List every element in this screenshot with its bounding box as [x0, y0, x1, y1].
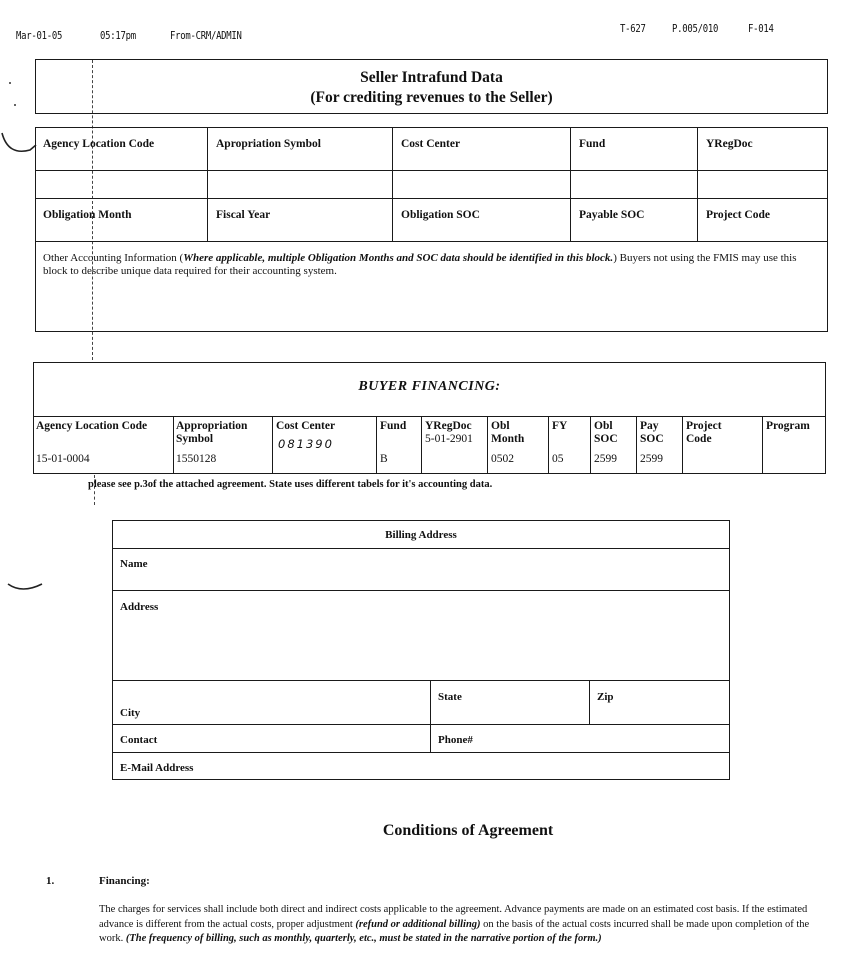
table-rule	[590, 416, 591, 474]
label-zip: Zip	[597, 691, 614, 703]
label-obligation-soc: Obligation SOC	[401, 209, 480, 221]
bf-label-obl-soc: Obl SOC	[594, 420, 618, 445]
label-agency-location-code: Agency Location Code	[43, 138, 155, 150]
section-title-financing: Financing:	[99, 875, 150, 887]
table-rule	[35, 241, 828, 242]
table-rule	[112, 548, 730, 549]
bf-value-obl-month[interactable]: 0502	[491, 453, 514, 465]
table-rule	[33, 416, 826, 417]
zip-field[interactable]	[591, 705, 728, 723]
fax-from: From-CRM/ADMIN	[170, 30, 242, 42]
table-rule	[35, 170, 828, 171]
fund-field[interactable]	[572, 172, 695, 197]
label-payable-soc: Payable SOC	[579, 209, 645, 221]
table-rule	[35, 198, 828, 199]
billing-address-title: Billing Address	[385, 529, 457, 541]
conditions-title: Conditions of Agreement	[382, 822, 554, 839]
bf-value-appropriation-symbol[interactable]: 1550128	[176, 453, 217, 465]
fax-form-id: F-014	[748, 23, 774, 35]
fax-page-number: P.005/010	[672, 23, 719, 35]
email-address-field[interactable]	[215, 754, 728, 778]
fax-date: Mar-01-05	[16, 30, 63, 42]
fax-time: 05:17pm	[100, 30, 136, 42]
agency-location-code-field[interactable]	[37, 172, 205, 197]
fax-transmission-id: T-627	[620, 23, 646, 35]
table-rule	[430, 680, 431, 752]
seller-intrafund-title: Seller Intrafund Data	[360, 69, 503, 86]
bf-label-program: Program	[766, 420, 810, 432]
buyer-financing-title: BUYER FINANCING:	[358, 379, 501, 394]
label-apropriation-symbol: Apropriation Symbol	[216, 138, 321, 150]
label-obligation-month: Obligation Month	[43, 209, 132, 221]
label-address: Address	[120, 601, 159, 613]
label-phone: Phone#	[438, 734, 473, 746]
yregdoc-field[interactable]	[699, 172, 826, 197]
bf-label-yregdoc: YRegDoc	[425, 420, 472, 432]
label-contact: Contact	[120, 734, 158, 746]
state-field[interactable]	[432, 705, 587, 723]
label-yregdoc: YRegDoc	[706, 138, 753, 150]
bf-value-yregdoc[interactable]: 5-01-2901	[425, 433, 473, 445]
buyer-financing-note: please see p.3of the attached agreement. State uses different tabels for it's accounting data.	[88, 479, 493, 490]
other-info-suffix: ) Buyers not using the FMIS may use this block to describe unique data required for their accounting system.	[43, 252, 797, 277]
table-rule	[112, 590, 730, 591]
bf-value-fy[interactable]: 05	[552, 453, 564, 465]
table-rule	[636, 416, 637, 474]
seller-intrafund-header-box	[35, 59, 828, 114]
table-rule	[207, 127, 208, 241]
other-accounting-info-text	[43, 252, 818, 278]
table-rule	[548, 416, 549, 474]
seller-intrafund-subtitle: (For crediting revenues to the Seller)	[310, 89, 553, 106]
bf-label-fund: Fund	[380, 420, 407, 432]
bf-label-pay-soc: Pay SOC	[640, 420, 664, 445]
table-rule	[421, 416, 422, 474]
address-field[interactable]	[114, 616, 728, 678]
table-rule	[112, 752, 730, 753]
table-rule	[173, 416, 174, 474]
other-info-prefix: Other Accounting Information (	[43, 252, 184, 264]
table-rule	[762, 416, 763, 474]
bf-label-obl-month: Obl Month	[491, 420, 525, 445]
para-italic1: (refund or additional billing)	[355, 918, 481, 930]
scan-speck	[9, 82, 11, 84]
label-fiscal-year: Fiscal Year	[216, 209, 271, 221]
contact-field[interactable]	[180, 726, 428, 750]
para-part2: on the basis of the actual costs incurred shall be made upon completion of the work.	[99, 918, 810, 944]
bf-label-agency-location-code: Agency Location Code	[36, 420, 148, 432]
bf-value-fund[interactable]: B	[380, 453, 388, 465]
city-field[interactable]	[114, 682, 428, 704]
table-rule	[487, 416, 488, 474]
bf-label-cost-center: Cost Center	[276, 420, 336, 432]
para-part1: The charges for services shall include both direct and indirect costs applicable to the agreement. Advance payments are made on an estimated cost basis. If the estimated advance is different from the actual costs, proper adjustment	[99, 904, 808, 930]
section-number: 1.	[46, 875, 55, 887]
margin-bracket-mark-icon	[0, 128, 40, 158]
bf-value-cost-center-handwritten[interactable]: 081390	[278, 437, 334, 451]
bf-value-obl-soc[interactable]: 2599	[594, 453, 617, 465]
table-rule	[112, 680, 730, 681]
bf-label-fy: FY	[552, 420, 568, 432]
other-info-italic: Where applicable, multiple Obligation Months and SOC data should be identified in this block.	[183, 252, 614, 264]
name-field[interactable]	[114, 572, 728, 589]
table-rule	[112, 724, 730, 725]
label-state: State	[438, 691, 462, 703]
cost-center-field[interactable]	[394, 172, 568, 197]
table-rule	[682, 416, 683, 474]
table-rule	[589, 680, 590, 724]
other-accounting-info-field[interactable]	[37, 285, 826, 330]
margin-bracket-mark-icon	[4, 580, 44, 600]
label-fund: Fund	[579, 138, 606, 150]
label-cost-center: Cost Center	[401, 138, 461, 150]
table-rule	[392, 127, 393, 241]
phone-field[interactable]	[490, 726, 728, 750]
bf-label-appropriation-symbol: Appropriation Symbol	[176, 420, 248, 445]
apropriation-symbol-field[interactable]	[209, 172, 390, 197]
table-rule	[697, 127, 698, 241]
label-city: City	[120, 707, 141, 719]
financing-paragraph	[99, 903, 829, 947]
label-email-address: E-Mail Address	[120, 762, 194, 774]
label-project-code: Project Code	[706, 209, 770, 221]
table-rule	[272, 416, 273, 474]
bf-value-pay-soc[interactable]: 2599	[640, 453, 663, 465]
bf-label-project-code: Project Code	[686, 420, 722, 445]
bf-value-agency-location-code[interactable]: 15-01-0004	[36, 453, 90, 465]
table-rule	[376, 416, 377, 474]
para-italic2: (The frequency of billing, such as monthly, quarterly, etc., must be stated in the narrative portion of the form.)	[125, 933, 602, 944]
scan-speck	[14, 104, 16, 106]
table-rule	[570, 127, 571, 241]
label-name: Name	[120, 558, 148, 570]
